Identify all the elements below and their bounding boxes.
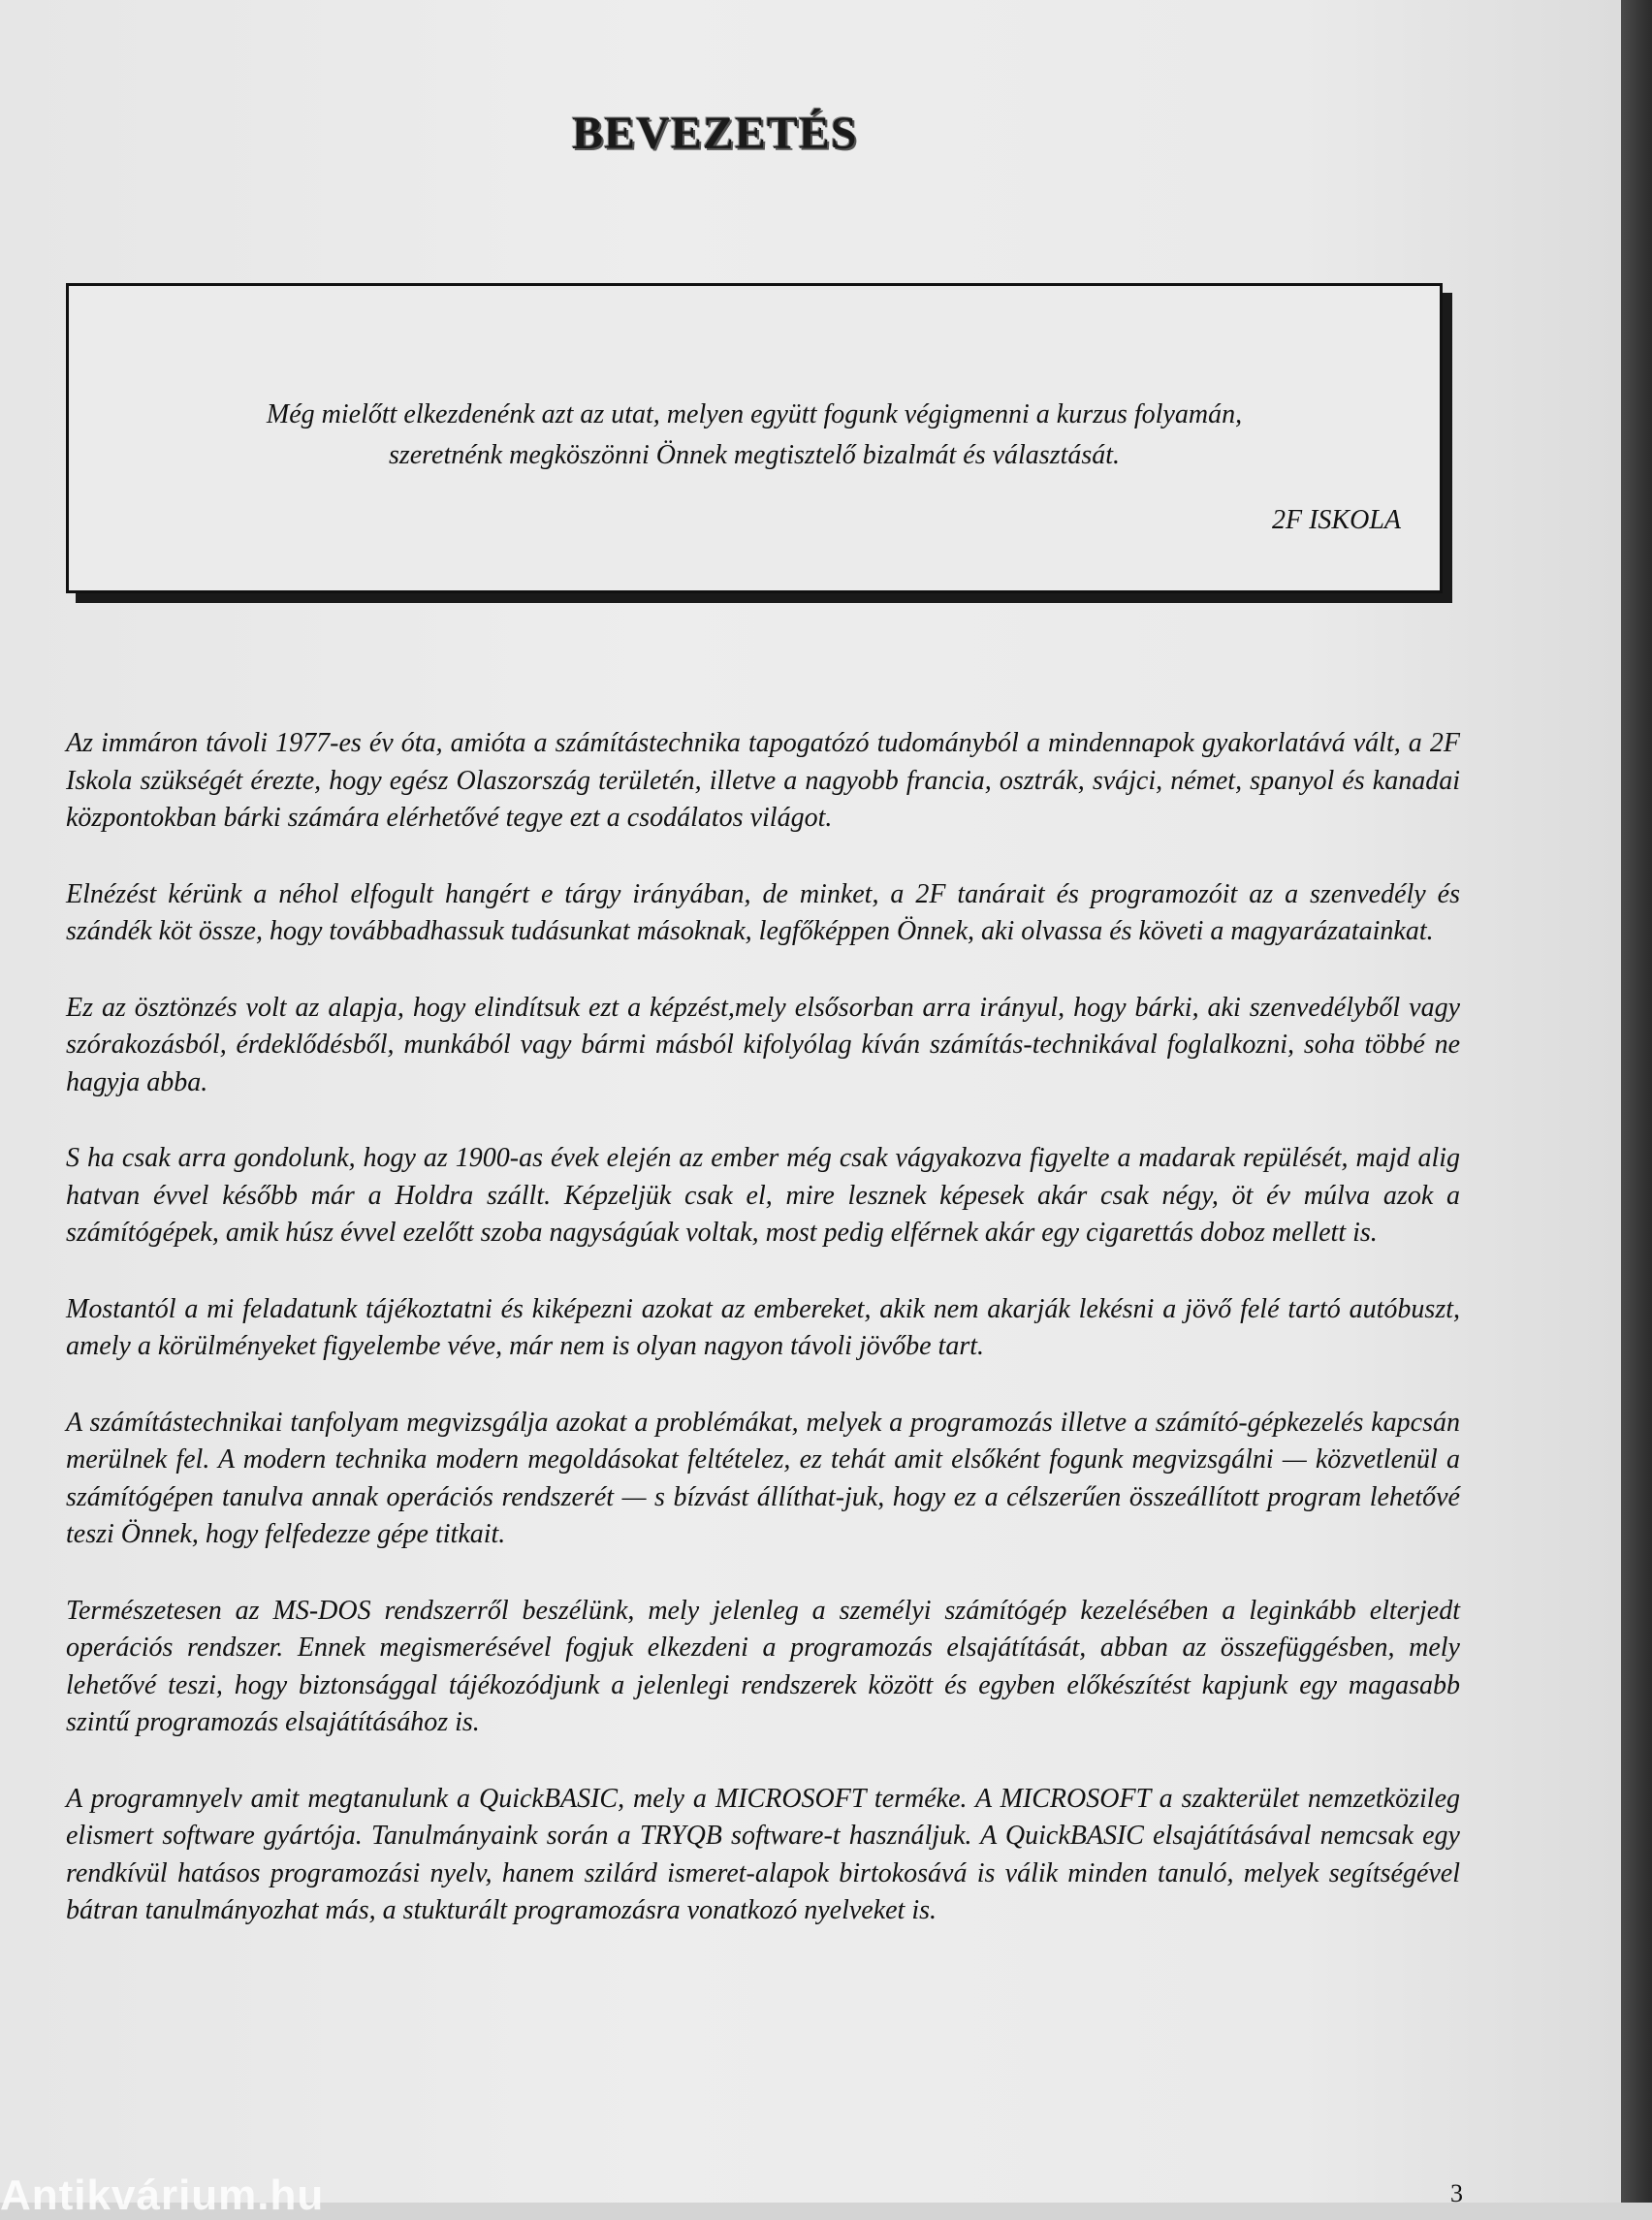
paragraph-1: Az immáron távoli 1977-es év óta, amióta a számítástechnika tapogatózó tudományból a mindennapok gyakorlatává vált, a 2F Iskola szükségét érezte, hogy egész Olaszország területén, illetve a nagyobb francia, osztrák, svájci, német, spanyol és kanadai központokban bárki számára elérhetővé tegye ezt a csodálatos világot.	[66, 728, 1460, 833]
paragraph-8: A programnyelv amit megtanulunk a QuickBASIC, mely a MICROSOFT terméke. A MICROSOFT a szakterület nemzetközileg elismert software gyártója. Tanulmányaink során a TRYQB software-t használjuk. A QuickBASIC elsajátításával nemcsak egy rendkívül hatásos programozási nyelv, hanem szilárd ismeret-alapok birtokosává is válik minden tanuló, melyek segítségével bátran tanulmányozhat más, a stukturált programozásra vonatkozó nyelveket is.	[66, 1783, 1460, 1925]
quote-line-2: szeretnénk megköszönni Önnek megtisztelő bizalmát és választását.	[388, 440, 1121, 470]
paragraph-7: Természetesen az MS-DOS rendszerről beszélünk, mely jelenleg a személyi számítógép kezelésében a leginkább elterjedt operációs rendszer. Ennek megismerésével fogjuk elkezdeni a programozás elsajátítását, abban az összefüggésben, mely lehetővé teszi, hogy biztonsággal tájékozódjunk a jelenlegi rendszerek között és egyben előkészítést kapjunk egy magasabb szintű programozás elsajátításához is.	[66, 1595, 1460, 1737]
quote-box	[66, 283, 1443, 593]
body-text	[66, 725, 1460, 1969]
paragraph-5: Mostantól a mi feladatunk tájékoztatni és kiképezni azokat az embereket, akik nem akarják lekésni a jövő felé tartó autóbuszt, amely a körülményeket figyelembe véve, már nem is olyan nagyon távoli jövőbe tart.	[66, 1293, 1460, 1361]
paragraph-4: S ha csak arra gondolunk, hogy az 1900-as évek elején az ember még csak vágyakozva figyelte a madarak repülését, majd alig hatvan évvel később már a Holdra szállt. Képzeljük csak el, mire lesznek képesek akár csak négy, öt év múlva azok a számítógépek, amik húsz évvel ezelőtt szoba nagyságúak voltak, most pedig elférnek akár egy cigarettás doboz mellett is.	[66, 1143, 1460, 1248]
page-number: 3	[1450, 2179, 1463, 2207]
quote-line-1: Még mielőtt elkezdenénk azt az utat, melyen együtt fogunk végigmenni a kurzus folyamán,	[266, 399, 1243, 429]
quote-signature: 2F ISKOLA	[1272, 505, 1401, 535]
paragraph-6: A számítástechnikai tanfolyam megvizsgálja azokat a problémákat, melyek a programozás illetve a számító-gépkezelés kapcsán merülnek fel. A modern technika modern megoldásokat feltételez, ez tehát amit elsőként fogunk megvizsgálni — közvetlenül a számítógépen tanulva annak operációs rendszerét — s bízvást állíthat-juk, hogy ez a célszerűen összeállított program lehetővé teszi Önnek, hogy felfedezze gépe titkait.	[66, 1407, 1460, 1549]
paragraph-3: Ez az ösztönzés volt az alapja, hogy elindítsuk ezt a képzést,mely elsősorban arra irányul, hogy bárki, aki szenvedélyből vagy szórakozásból, érdeklődésből, munkából vagy bármi másból kifolyólag kíván számítás-technikával foglalkozni, soha többé ne hagyja abba.	[66, 992, 1460, 1097]
watermark: Antikvárium.hu	[0, 2172, 325, 2219]
page-edge-shadow	[1621, 0, 1652, 2203]
page-title: BEVEZETÉS	[572, 108, 858, 159]
paragraph-2: Elnézést kérünk a néhol elfogult hangért e tárgy irányában, de minket, a 2F tanárait és programozóit az a szenvedély és szándék köt össze, hogy továbbadhassuk tudásunkat másoknak, legfőképpen Önnek, aki olvassa és követi a magyarázatainkat.	[66, 878, 1460, 946]
quote-text	[69, 395, 1440, 476]
